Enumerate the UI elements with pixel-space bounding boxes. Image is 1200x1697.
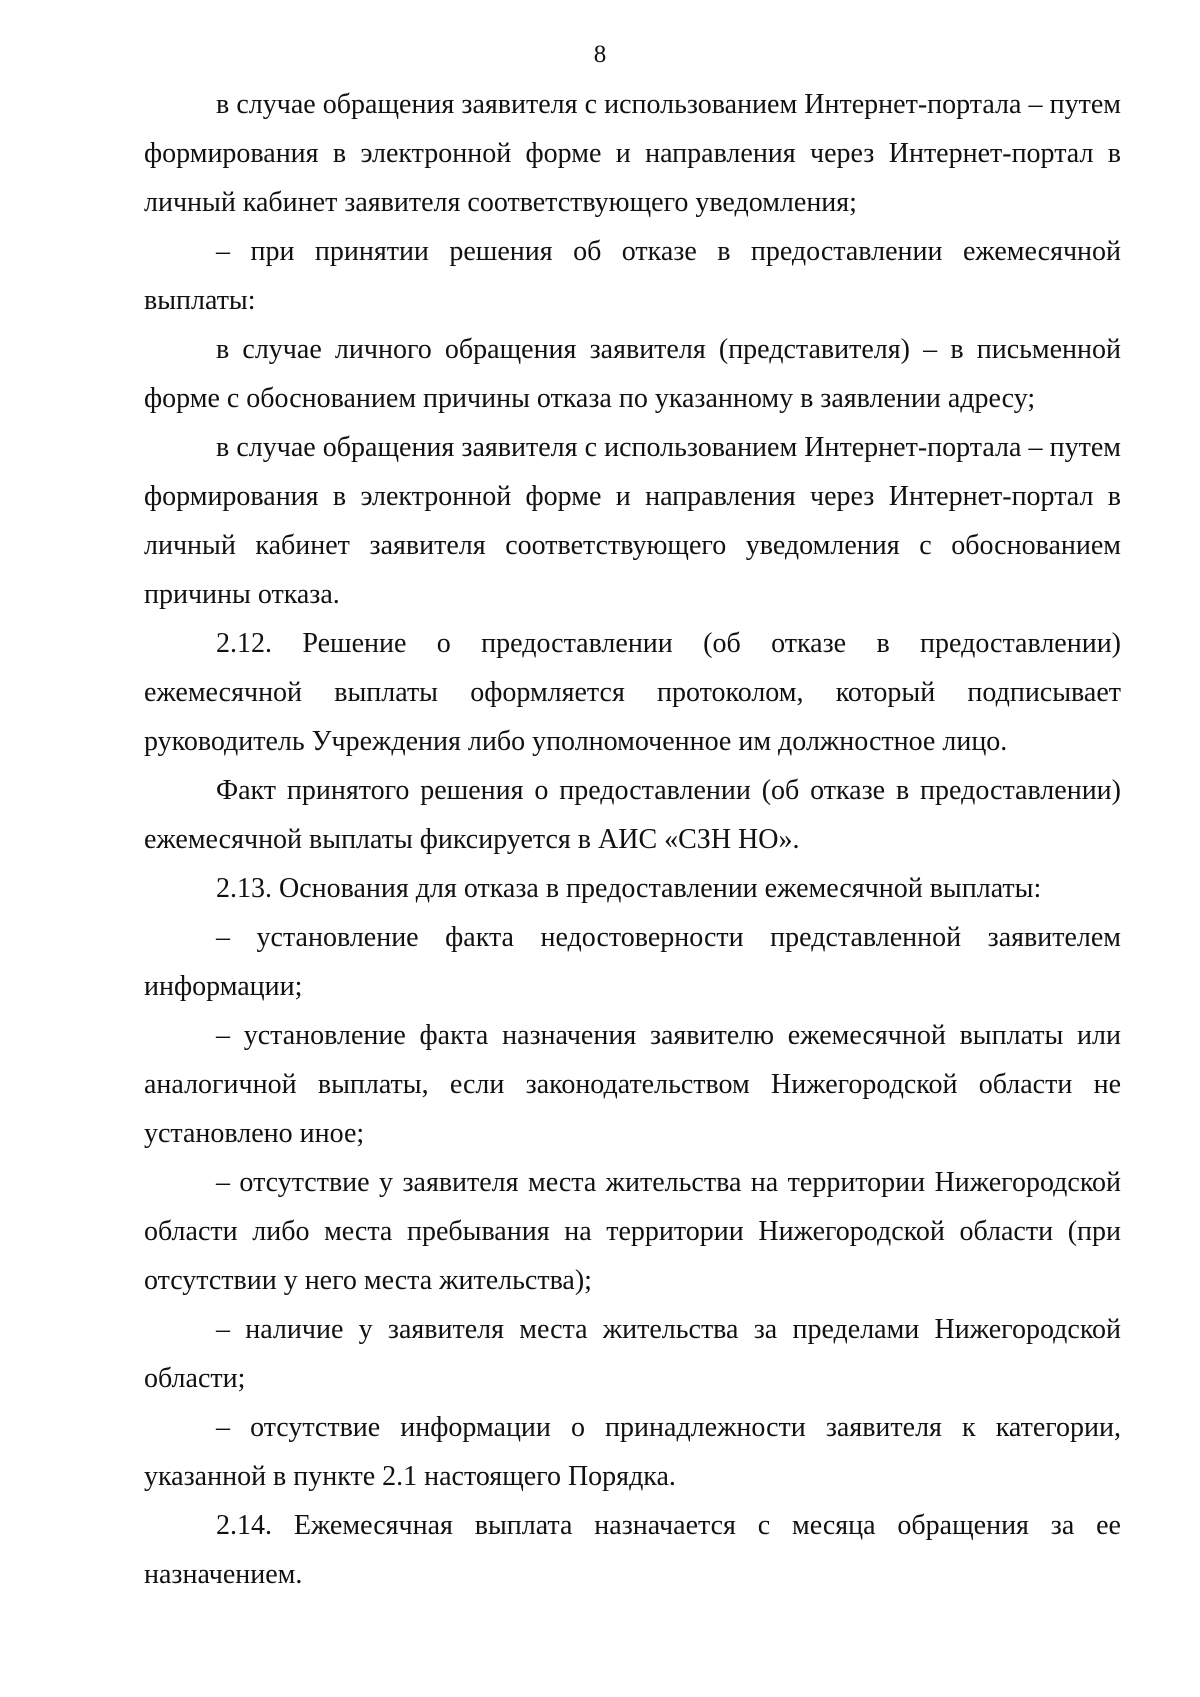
paragraph: – установление факта назначения заявителю ежемесячной выплаты или аналогичной выплаты, если законодательством Нижегородской области не установлено иное; [144, 1020, 1121, 1149]
paragraph: – установление факта недостоверности представленной заявителем информации; [144, 922, 1121, 1002]
document-body [144, 80, 1121, 1599]
paragraph: 2.12. Решение о предоставлении (об отказе в предоставлении) ежемесячной выплаты оформляется протоколом, который подписывает руководитель Учреждения либо уполномоченное им должностное лицо. [144, 628, 1121, 757]
paragraph: в случае обращения заявителя с использованием Интернет-портала – путем формирования в электронной форме и направления через Интернет-портал в личный кабинет заявителя соответствующего уведомления с обоснованием причины отказа. [144, 432, 1121, 610]
paragraph: – наличие у заявителя места жительства за пределами Нижегородской области; [144, 1314, 1121, 1394]
paragraph: Факт принятого решения о предоставлении (об отказе в предоставлении) ежемесячной выплаты фиксируется в АИС «СЗН НО». [144, 775, 1121, 855]
paragraph: – отсутствие информации о принадлежности заявителя к категории, указанной в пункте 2.1 настоящего Порядка. [144, 1412, 1121, 1492]
paragraph: – отсутствие у заявителя места жительства на территории Нижегородской области либо места пребывания на территории Нижегородской области (при отсутствии у него места жительства); [144, 1167, 1121, 1296]
paragraph: 2.13. Основания для отказа в предоставлении ежемесячной выплаты: [216, 873, 1042, 904]
paragraph: – при принятии решения об отказе в предоставлении ежемесячной выплаты: [144, 236, 1121, 316]
paragraph: в случае личного обращения заявителя (представителя) – в письменной форме с обоснованием причины отказа по указанному в заявлении адресу; [144, 334, 1121, 414]
page-number: 8 [593, 41, 607, 68]
paragraph: 2.14. Ежемесячная выплата назначается с месяца обращения за ее назначением. [144, 1510, 1121, 1590]
paragraph: в случае обращения заявителя с использованием Интернет-портала – путем формирования в электронной форме и направления через Интернет-портал в личный кабинет заявителя соответствующего уведомления; [144, 89, 1121, 218]
